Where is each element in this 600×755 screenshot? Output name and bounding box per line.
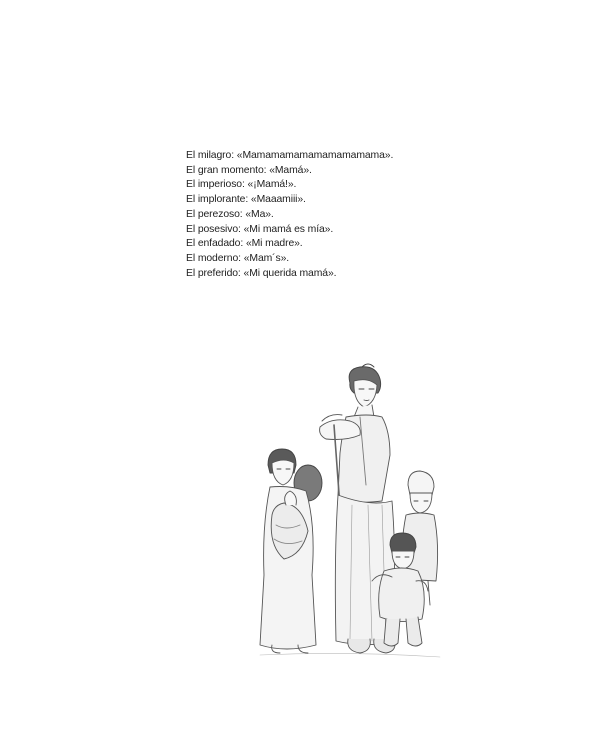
poem-line: El moderno: «Mam´s». <box>186 252 290 264</box>
mother-children-illustration <box>250 355 460 675</box>
poem-line: El posesivo: «Mi mamá es mía». <box>186 223 334 235</box>
poem-text <box>186 149 486 281</box>
poem-line: El implorante: «Maaamiii». <box>186 194 306 206</box>
poem-line: El preferido: «Mi querida mamá». <box>186 267 337 279</box>
ground-line <box>260 653 440 657</box>
poem-line: El enfadado: «Mi madre». <box>186 238 303 250</box>
poem-line: El perezoso: «Ma». <box>186 208 274 220</box>
girl-with-fan-figure <box>260 449 322 653</box>
poem-line: El imperioso: «¡Mamá!». <box>186 179 297 191</box>
poem-line: El gran momento: «Mamá». <box>186 164 312 176</box>
illustration-svg <box>250 355 460 675</box>
poem-line: El milagro: «Mamamamamamamamamama». <box>186 150 394 161</box>
